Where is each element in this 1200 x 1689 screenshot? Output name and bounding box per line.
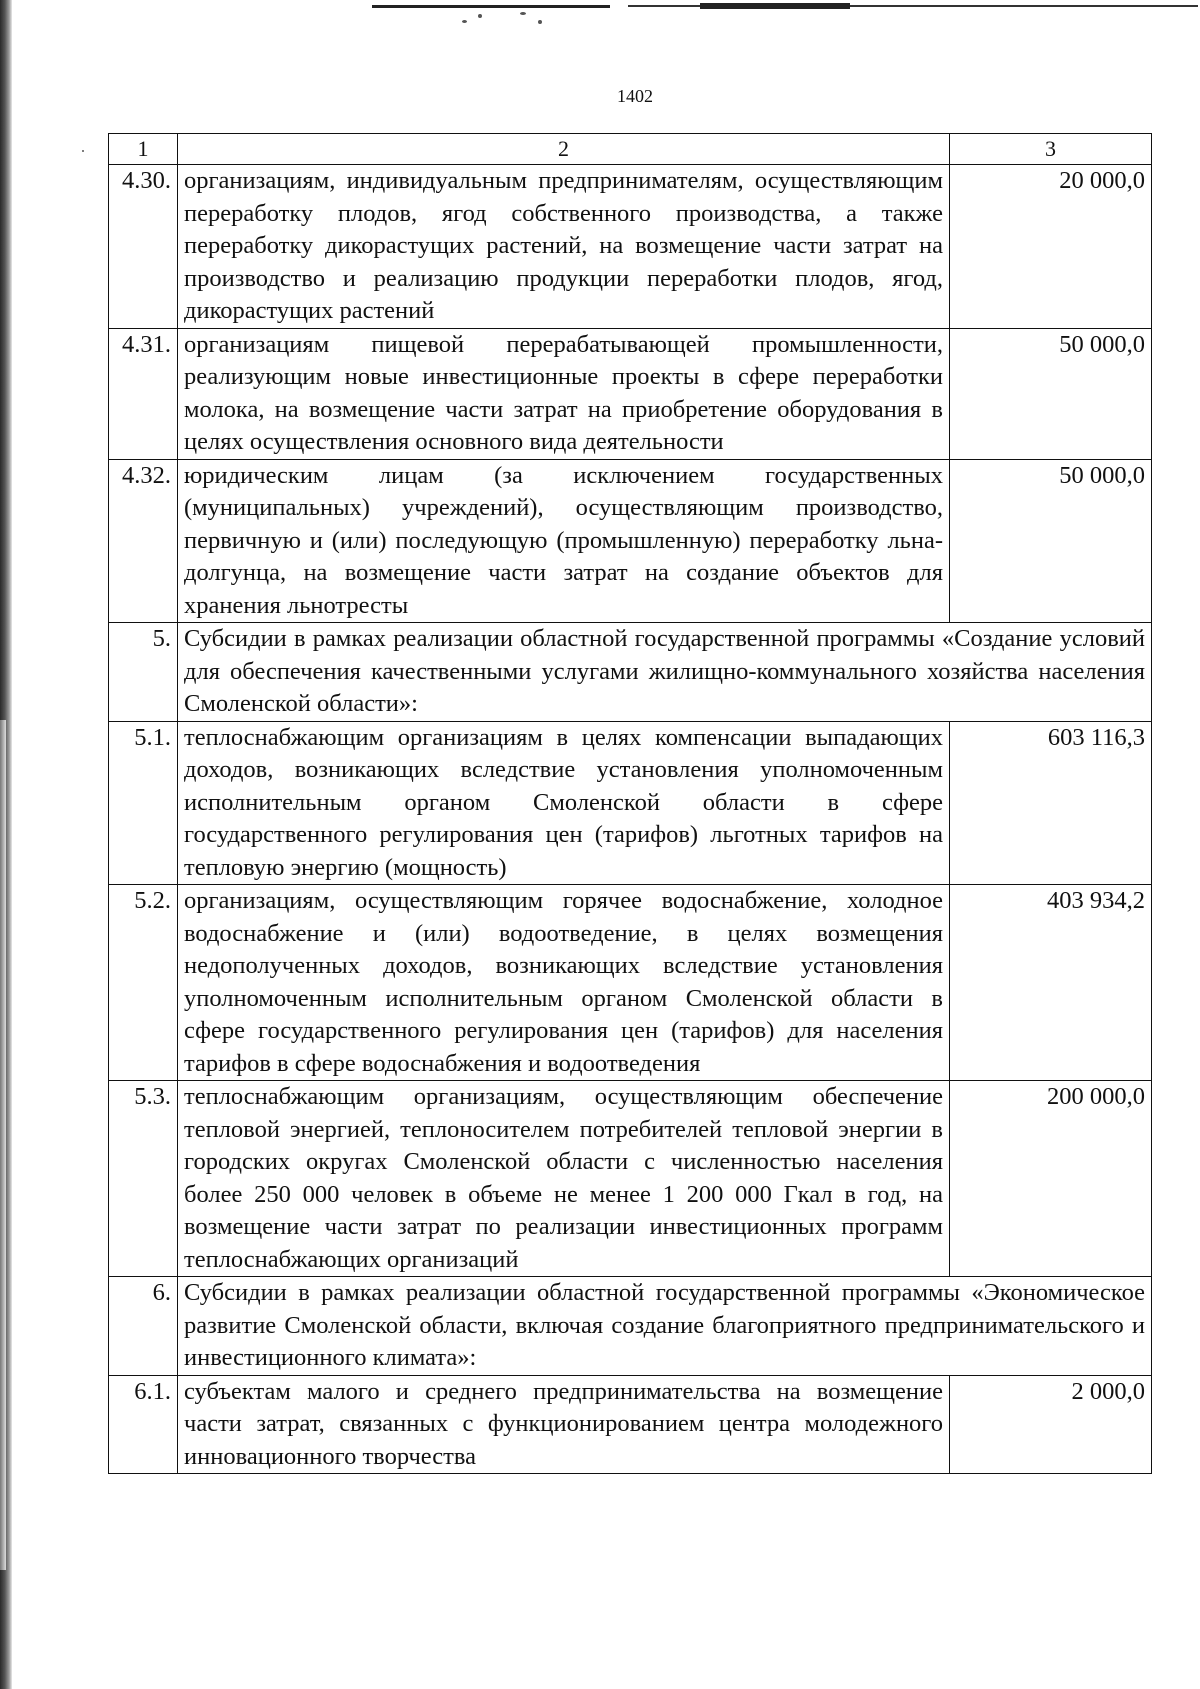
row-number-cell: 4.32.	[109, 459, 178, 623]
scan-speck	[462, 20, 467, 23]
amount-cell: 20 000,0	[950, 165, 1152, 329]
description-cell: теплоснабжающим организациям, осуществляющим обеспечение тепловой энергией, теплоносителем потребителей тепловой энергии в городских округах Смоленской области с численностью населения более 250 000 человек в объеме не менее 1 200 000 Гкал в год, на возмещение части затрат по реализации инвестиционных программ теплоснабжающих организаций	[178, 1081, 950, 1277]
amount-cell: 200 000,0	[950, 1081, 1152, 1277]
description-cell: организациям, осуществляющим горячее водоснабжение, холодное водоснабжение и (или) водоотведение, в целях возмещения недополученных доходов, возникающих вследствие установления уполномоченным исполнительным органом Смоленской области в сфере государственного регулирования цен (тарифов) для населения тарифов в сфере водоснабжения и водоотведения	[178, 885, 950, 1081]
row-number-cell: 5.2.	[109, 885, 178, 1081]
scan-speck	[478, 14, 482, 18]
section-title-cell: Субсидии в рамках реализации областной государственной программы «Экономическое развитие Смоленской области, включая создание благоприятного предпринимательского и инвестиционного климата»:	[178, 1277, 1152, 1376]
row-number-cell: 4.31.	[109, 328, 178, 459]
section-title-cell: Субсидии в рамках реализации областной государственной программы «Создание условий для обеспечения качественными услугами жилищно-коммунального хозяйства населения Смоленской области»:	[178, 623, 1152, 722]
column-number-cell: 3	[950, 134, 1152, 165]
amount-cell: 403 934,2	[950, 885, 1152, 1081]
row-number-cell: 5.3.	[109, 1081, 178, 1277]
page-number: 1402	[617, 86, 653, 106]
description-cell: субъектам малого и среднего предпринимательства на возмещение части затрат, связанных с функционированием центра молодежного инновационного творчества	[178, 1375, 950, 1474]
description-cell: организациям пищевой перерабатывающей промышленности, реализующим новые инвестиционные проекты в сфере переработки молока, на возмещение части затрат на приобретение оборудования в целях осуществления основного вида деятельности	[178, 328, 950, 459]
table-row	[109, 1081, 1152, 1277]
row-number-cell: 6.	[109, 1277, 178, 1376]
section-row	[109, 623, 1152, 722]
scan-speck	[538, 20, 542, 24]
column-number-row	[109, 134, 1152, 165]
amount-cell: 603 116,3	[950, 721, 1152, 885]
description-cell: теплоснабжающим организациям в целях компенсации выпадающих доходов, возникающих вследствие установления уполномоченным исполнительным органом Смоленской области в сфере государственного регулирования цен (тарифов) льготных тарифов на тепловую энергию (мощность)	[178, 721, 950, 885]
description-cell: организациям, индивидуальным предпринимателям, осуществляющим переработку плодов, ягод собственного производства, а также переработку дикорастущих растений, на возмещение части затрат на производство и реализацию продукции переработки плодов, ягод, дикорастущих растений	[178, 165, 950, 329]
amount-cell: 2 000,0	[950, 1375, 1152, 1474]
row-number-cell: 5.1.	[109, 721, 178, 885]
subsidy-table-body	[109, 134, 1152, 1474]
column-number-cell: 1	[109, 134, 178, 165]
amount-cell: 50 000,0	[950, 459, 1152, 623]
section-row	[109, 1277, 1152, 1376]
row-number-cell: 4.30.	[109, 165, 178, 329]
table-row	[109, 328, 1152, 459]
scan-speck	[520, 12, 526, 15]
row-number-cell: 6.1.	[109, 1375, 178, 1474]
amount-cell: 50 000,0	[950, 328, 1152, 459]
table-row	[109, 165, 1152, 329]
table-row	[109, 1375, 1152, 1474]
scan-edge-lower	[0, 720, 6, 1570]
description-cell: юридическим лицам (за исключением государственных (муниципальных) учреждений), осуществляющим производство, первичную и (или) последующую (промышленную) переработку льна-долгунца, на возмещение части затрат на создание объектов для хранения льнотресты	[178, 459, 950, 623]
table-row	[109, 721, 1152, 885]
scan-top-rule	[372, 5, 610, 8]
row-number-cell: 5.	[109, 623, 178, 722]
scan-top-rule	[700, 3, 850, 9]
subsidy-table	[108, 133, 1152, 1474]
column-number-cell: 2	[178, 134, 950, 165]
table-row	[109, 885, 1152, 1081]
scan-speck	[82, 150, 84, 152]
table-row	[109, 459, 1152, 623]
